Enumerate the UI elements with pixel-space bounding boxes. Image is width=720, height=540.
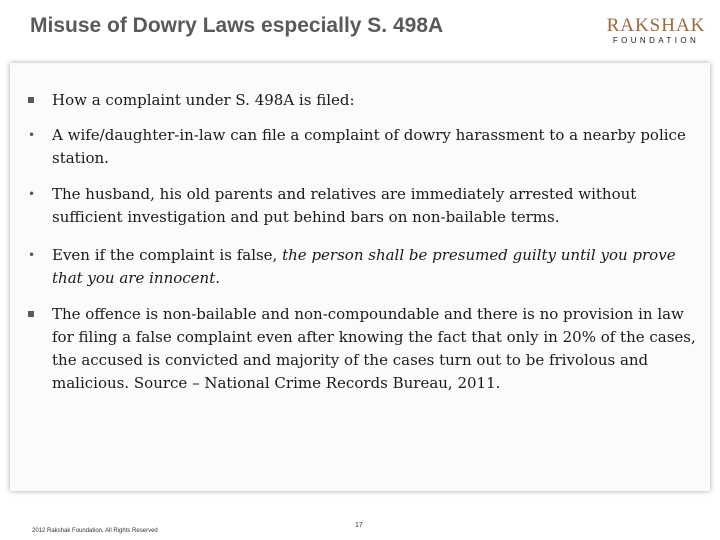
- page-number: 17: [355, 522, 363, 529]
- dot-bullet-icon: •: [28, 187, 36, 201]
- bullet-text: How a complaint under S. 498A is filed:: [52, 91, 355, 109]
- bullet-text: A wife/daughter-in-law can file a complaint of dowry harassment to a nearby police station.: [52, 126, 686, 167]
- bullet-item: [52, 303, 702, 395]
- slide-title: Misuse of Dowry Laws especially S. 498A: [30, 14, 444, 37]
- rakshak-foundation-logo: [600, 16, 712, 48]
- content-panel: [10, 63, 710, 491]
- bullet-item: [28, 124, 702, 170]
- footer-copyright: 2012 Rakshak Foundation. All Rights Reserved: [32, 528, 158, 534]
- bullet-text-plain: Even if the complaint is false,: [52, 246, 283, 264]
- bullet-text-italic: the person shall be presumed guilty until you prove that you are innocent.: [52, 246, 676, 287]
- slide-header: [0, 0, 720, 56]
- square-bullet-icon: [28, 311, 34, 317]
- logo-sub-text: FOUNDATION: [612, 36, 700, 45]
- bullet-item: [28, 244, 702, 290]
- bullet-text: The offence is non-bailable and non-compoundable and there is no provision in law for filing a false complaint even after knowing the fact that only in 20% of the cases, the accused is convicted and majority of the cases turn out to be frivolous and malicious. Source – National Crime Records Bureau, 2011.: [52, 305, 696, 392]
- bullet-item: [52, 89, 702, 112]
- dot-bullet-icon: •: [28, 128, 36, 142]
- dot-bullet-icon: •: [28, 248, 36, 262]
- bullet-item: [28, 183, 702, 229]
- logo-main-text: RAKSHAK: [606, 15, 706, 36]
- bullet-text: The husband, his old parents and relatives are immediately arrested without sufficient investigation and put behind bars on non-bailable terms.: [52, 185, 637, 226]
- square-bullet-icon: [28, 97, 34, 103]
